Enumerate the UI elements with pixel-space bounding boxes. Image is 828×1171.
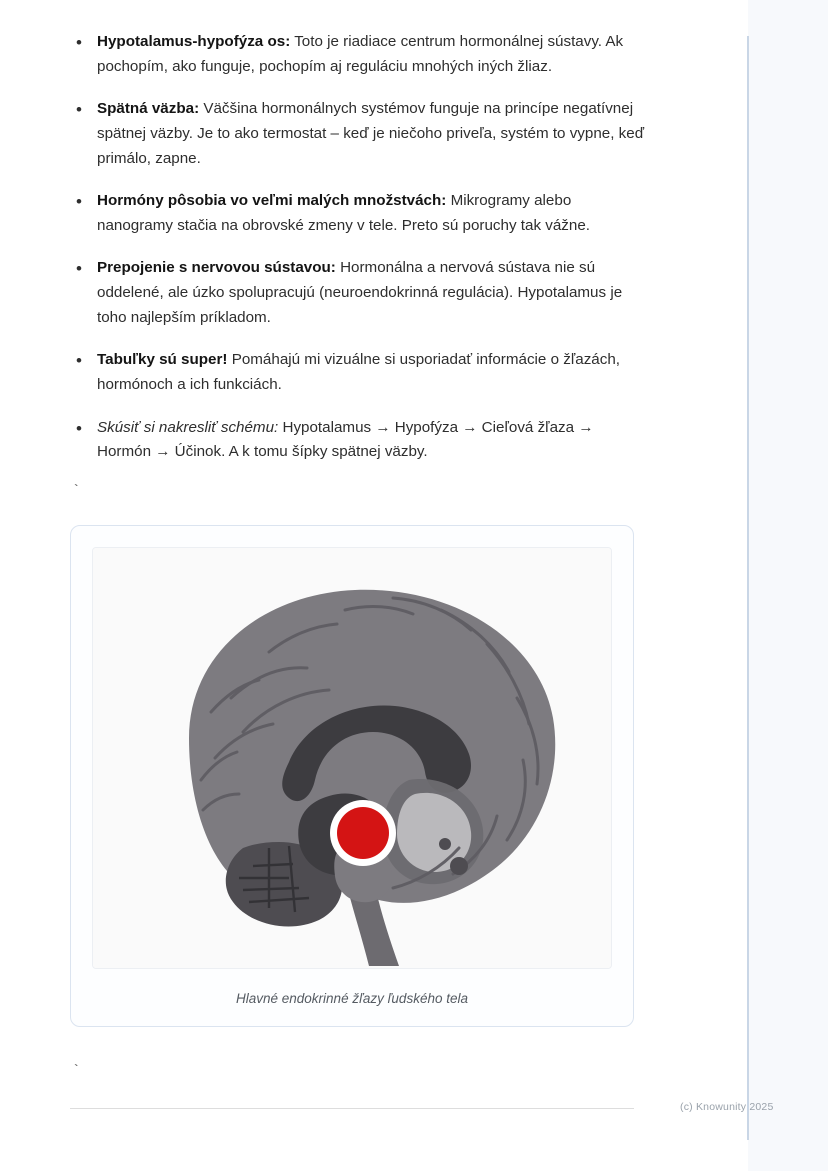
list-item [70,348,650,397]
list-item-text: Hormonálna a nervová sústava nie sú oddelené, ale úzko spolupracujú (neuroendokrinná regulácia). Hypotalamus je toho najlepším príkladom. [97,259,623,326]
list-item-lead: Tabuľky sú super! [97,351,228,369]
right-side-rail [748,0,828,1171]
footer-copyright: (c) Knowunity 2025 [680,1101,774,1113]
list-item-lead: Hypotalamus-hypofýza os: [97,33,291,50]
footer-divider [70,1108,634,1109]
list-item-text: Väčšina hormonálnych systémov funguje na princípe negatívnej spätnej väzby. Je to ako termostat – keď je niečoho priveľa, systém to vypne, keď primálo, zapne. [97,100,645,167]
figure-caption: Hlavné endokrinné žľazy ľudského tela [236,990,468,1006]
list-item-text: Mikrogramy alebo nanogramy stačia na obrovské zmeny v tele. Preto sú poruchy tak vážne. [97,192,591,234]
list-item-text: Toto je riadiace centrum hormonálnej sústavy. Ak pochopím, ako funguje, pochopím aj reguláciu mnohých iných žliaz. [97,33,624,75]
notes-bullet-list [70,30,650,465]
scrollbar-track[interactable] [747,36,749,1140]
document-content [70,30,650,1079]
pituitary-highlight-marker [337,807,389,859]
list-item-lead: Spätná väzba: [97,100,200,118]
code-marker-bottom: ` [72,1062,81,1079]
list-item-lead: Hormóny pôsobia vo veľmi malých množstvách: [97,192,447,210]
list-item [70,416,650,465]
code-marker-top: ` [72,482,81,499]
list-item-text: Pomáhajú mi vizuálne si usporiadať informácie o žľazách, hormónoch a ich funkciách. [97,351,621,393]
list-item [70,97,650,171]
list-item [70,30,650,79]
brain-sagittal-diagram [92,547,612,969]
list-item-text: Hypotalamus → Hypofýza → Cieľová žľaza → Hormón → Účinok. A k tomu šípky spätnej väzby. [97,418,594,461]
list-item-lead: Skúsiť si nakresliť schému: [97,418,279,436]
list-item-lead: Prepojenie s nervovou sústavou: [97,259,336,277]
list-item [70,256,650,330]
list-item [70,189,650,238]
figure-card [70,525,634,1027]
